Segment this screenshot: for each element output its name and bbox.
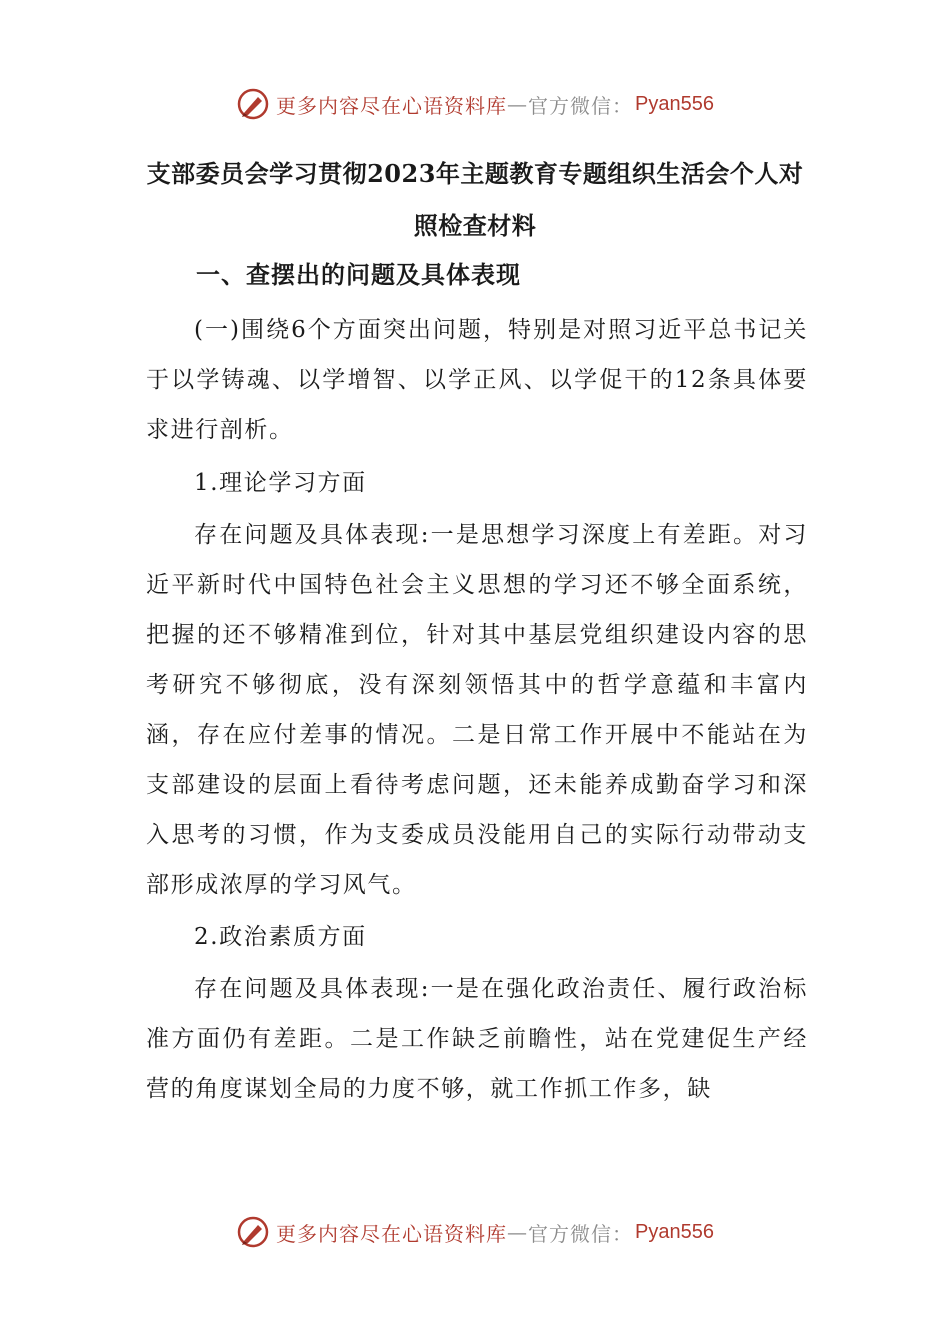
watermark-dash: — [507, 1220, 529, 1244]
watermark-dash: — [507, 92, 529, 116]
paragraph-intro: (一)围绕6个方面突出问题，特别是对照习近平总书记关于以学铸魂、以学增智、以学正风、以学促干的12条具体要求进行剖析。 [146, 317, 808, 443]
pen-logo-icon [236, 87, 270, 121]
watermark-wechat-id: Pyan556 [635, 92, 714, 115]
subheading-political: 2.政治素质方面 [194, 924, 367, 950]
watermark-side-text: 官方微信： [528, 93, 634, 118]
pen-logo-icon [236, 1215, 270, 1249]
watermark-main-text: 更多内容尽在心语资料库 [276, 1221, 508, 1246]
watermark-wechat-id: Pyan556 [635, 1220, 714, 1243]
section-heading: 一、查摆出的问题及具体表现 [196, 260, 521, 289]
watermark-main-text: 更多内容尽在心语资料库 [276, 93, 508, 118]
header-watermark [0, 84, 950, 124]
document-title: 支部委员会学习贯彻2023年主题教育专题组织生活会个人对照检查材料 [146, 159, 804, 240]
footer-watermark [0, 1212, 950, 1252]
paragraph-political-issues: 存在问题及具体表现:一是在强化政治责任、履行政治标准方面仍有差距。二是工作缺乏前瞻性，站在党建促生产经营的角度谋划全局的力度不够，就工作抓工作多，缺 [146, 976, 808, 1102]
subheading-theory: 1.理论学习方面 [194, 470, 367, 496]
watermark-side-text: 官方微信： [528, 1221, 634, 1246]
paragraph-theory-issues: 存在问题及具体表现:一是思想学习深度上有差距。对习近平新时代中国特色社会主义思想的学习还不够全面系统，把握的还不够精准到位，针对其中基层党组织建设内容的思考研究不够彻底，没有深刻领悟其中的哲学意蕴和丰富内涵，存在应付差事的情况。二是日常工作开展中不能站在为支部建设的层面上看待考虑问题，还未能养成勤奋学习和深入思考的习惯，作为支委成员没能用自己的实际行动带动支部形成浓厚的学习风气。 [146, 522, 808, 898]
